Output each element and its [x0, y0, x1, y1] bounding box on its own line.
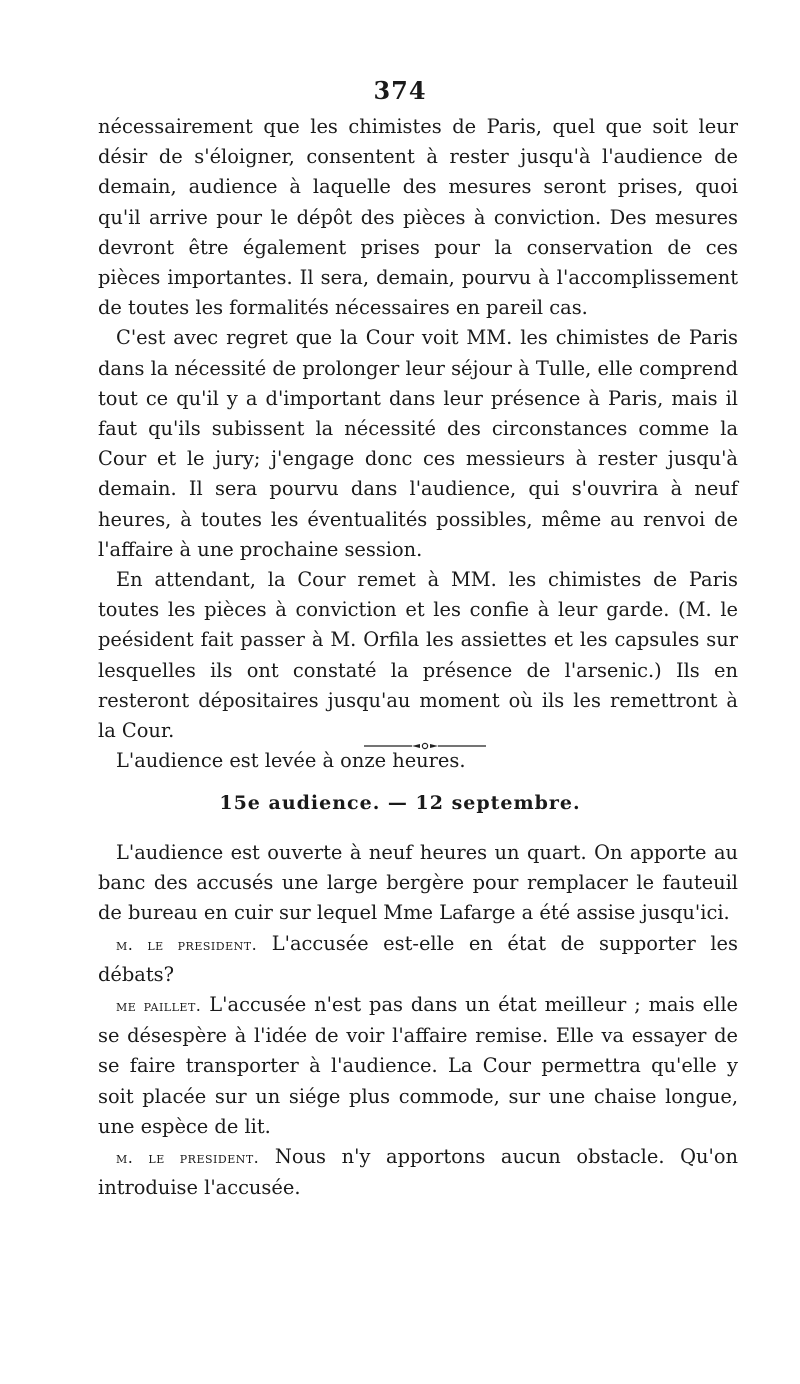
- dialogue-text: L'accusée n'est pas dans un état meilleur ; mais elle se désespère à l'idée de voir l'affaire remise. Elle va essayer de se faire transporter à l'audience. La Cour permettra qu'elle y soit placée sur un siége plus commode, sur une chaise longue, une espèce de lit.: [98, 993, 739, 1138]
- page-number: 374: [373, 76, 427, 105]
- dialogue-line: [98, 990, 738, 1142]
- dialogue-text: L'accusée est-elle en état de supporter les débats?: [98, 931, 738, 986]
- ornamental-divider: [360, 742, 490, 750]
- paragraph: L'audience est levée à onze heures.: [116, 749, 466, 773]
- speaker-label: m. le president.: [116, 934, 258, 954]
- paragraph: nécessairement que les chimistes de Paris, quel que soit leur désir de s'éloigner, consentent à rester jusqu'à l'audience de demain, audience à laquelle des mesures seront prises, quoi qu'il arrive pour le dépôt des pièces à conviction. Des mesures devront être également prises pour la conservation de ces pièces importantes. Il sera, demain, pourvu à l'accomplissement de toutes les formalités nécessaires en pareil cas.: [98, 115, 738, 320]
- body-text-bottom: [98, 838, 738, 1203]
- paragraph: C'est avec regret que la Cour voit MM. les chimistes de Paris dans la nécessité de prolonger leur séjour à Tulle, elle comprend tout ce qu'il y a d'important dans leur présence à Paris, mais il faut qu'ils subissent la nécessité des circonstances comme la Cour et le jury; j'engage donc ces messieurs à rester jusqu'à demain. Il sera pourvu dans l'audience, qui s'ouvrira à neuf heures, à toutes les éventualités possibles, même au renvoi de l'affaire à une prochaine session.: [98, 326, 738, 561]
- paragraph: [98, 838, 738, 929]
- body-text-top: [98, 112, 738, 776]
- speaker-label: me paillet.: [116, 996, 202, 1016]
- dialogue-line: [98, 929, 738, 990]
- paragraph: En attendant, la Cour remet à MM. les chimistes de Paris toutes les pièces à conviction et les confie à leur garde. (M. le peésident fait passer à M. Orfila les assiettes et les capsules sur lesquelles ils ont constaté la présence de l'arsenic.) Ils en resteront dépositaires jusqu'au moment où ils les remettront à la Cour.: [98, 568, 738, 743]
- dialogue-text: Nous n'y apportons aucun obstacle. Qu'on introduise l'accusée.: [98, 1145, 738, 1200]
- section-heading: 15e audience. — 12 septembre.: [219, 792, 581, 814]
- dialogue-line: [98, 1142, 738, 1203]
- paragraph-text: L'audience est ouverte à neuf heures un quart. On apporte au banc des accusés une large bergère pour remplacer le fauteuil de bureau en cuir sur lequel Mme Lafarge a été assise jusqu'ici.: [98, 841, 738, 925]
- speaker-label: m. le president.: [116, 1148, 260, 1168]
